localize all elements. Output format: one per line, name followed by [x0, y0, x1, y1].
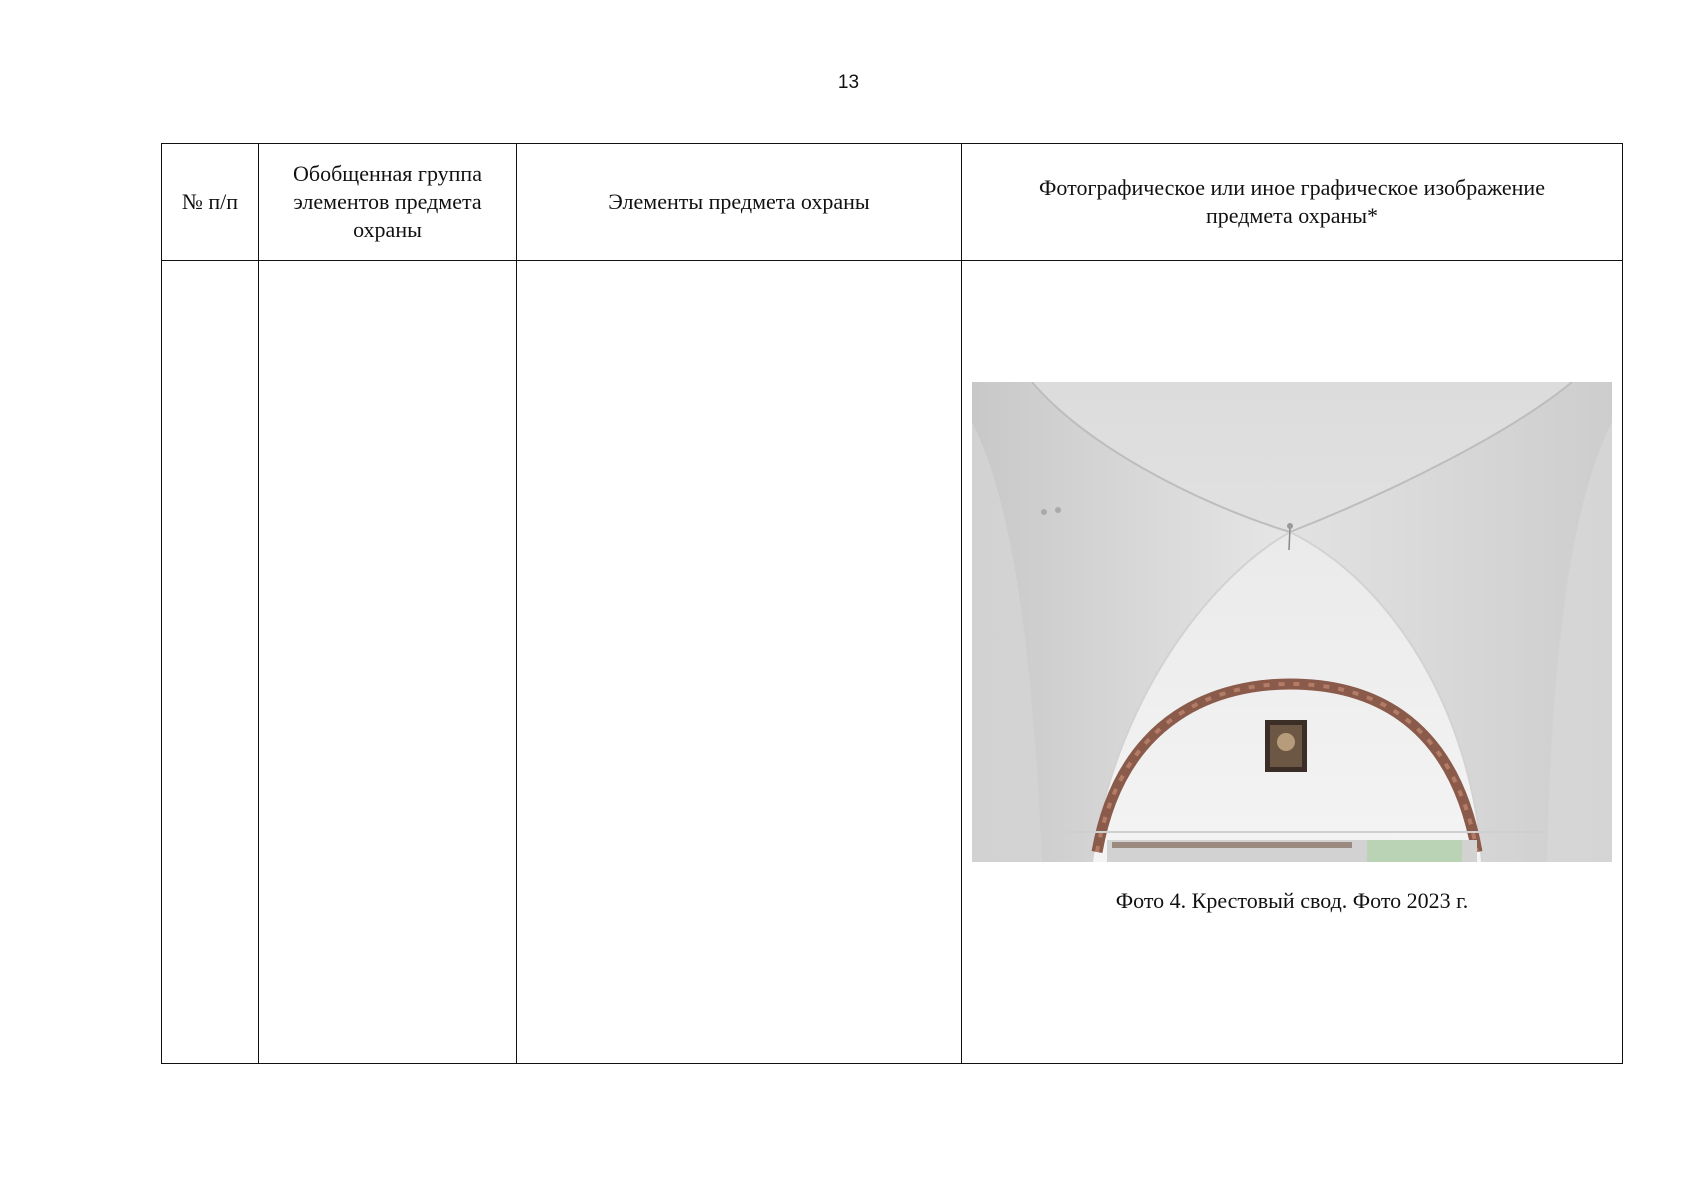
header-image-label: Фотографическое или иное графическое изображение предмета охраны*: [1039, 175, 1545, 228]
header-image: [962, 144, 1623, 261]
photo-caption: Фото 4. Крестовый свод. Фото 2023 г.: [1115, 888, 1469, 913]
table-header-row: [162, 144, 1623, 261]
header-group-label: Обобщенная группа элементов предмета охраны: [293, 161, 482, 242]
table-row: [162, 261, 1623, 1064]
cell-image: [962, 261, 1623, 1064]
cross-vault-image: [972, 382, 1612, 862]
cell-elements: [517, 261, 962, 1064]
cell-num: [162, 261, 259, 1064]
header-group: [259, 144, 517, 261]
vault-photo: [972, 382, 1612, 862]
header-elements: Элементы предмета охраны: [517, 144, 962, 261]
cell-group: [259, 261, 517, 1064]
protection-items-table: [161, 143, 1623, 1064]
page-number: 13: [837, 72, 860, 93]
header-num: № п/п: [162, 144, 259, 261]
